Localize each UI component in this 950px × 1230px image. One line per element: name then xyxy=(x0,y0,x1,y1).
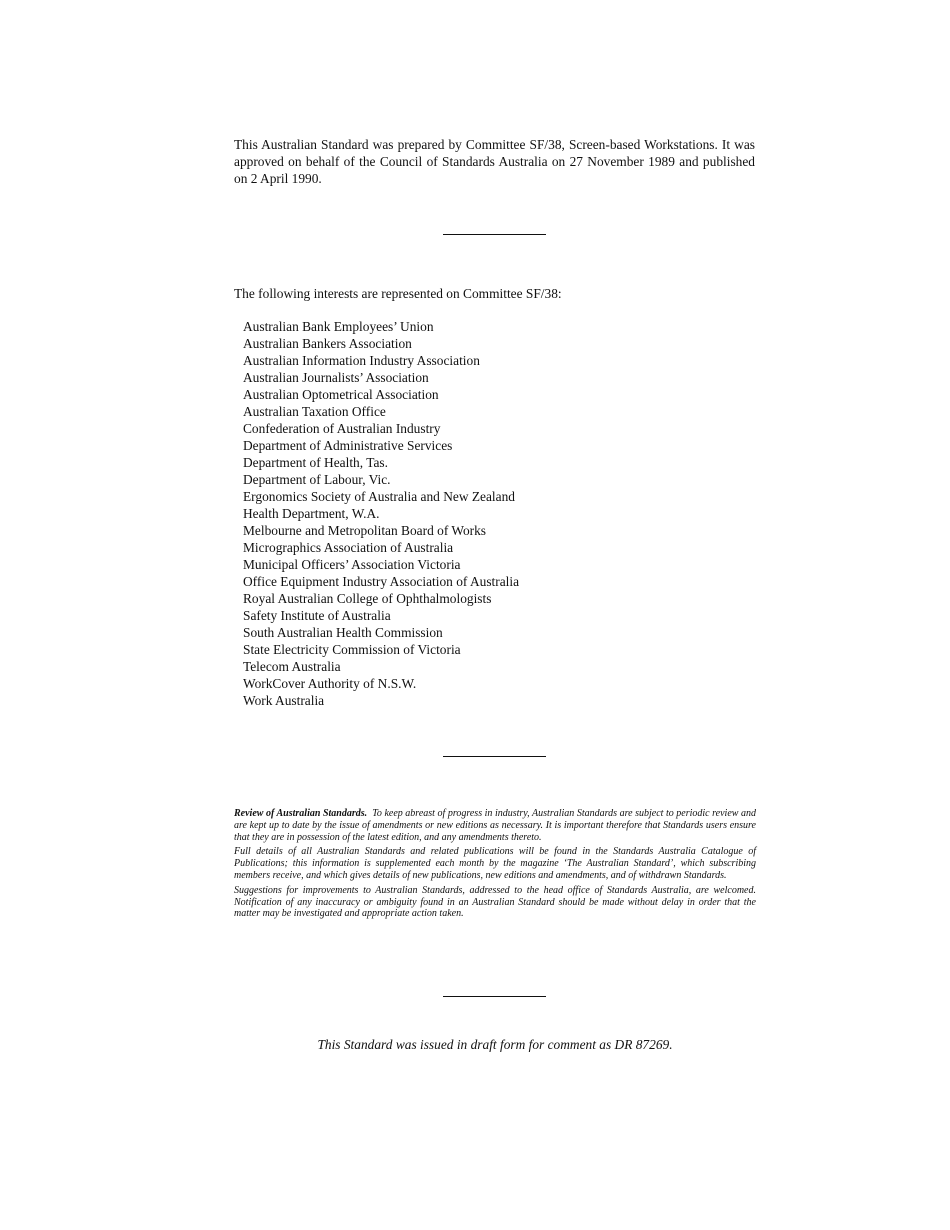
list-item: Health Department, W.A. xyxy=(243,506,380,521)
review-notice xyxy=(234,808,756,923)
list-item: Safety Institute of Australia xyxy=(243,608,391,623)
committee-heading: The following interests are represented on Committee SF/38: xyxy=(234,286,562,301)
list-item: Office Equipment Industry Association of Australia xyxy=(243,574,520,589)
list-item: Melbourne and Metropolitan Board of Works xyxy=(243,523,487,538)
list-item: Telecom Australia xyxy=(243,659,341,674)
review-title: Review of Australian Standards. xyxy=(234,808,368,819)
draft-note: This Standard was issued in draft form for comment as DR 87269. xyxy=(317,1037,673,1052)
divider-rule xyxy=(443,996,546,997)
review-text: To keep abreast of progress in industry, Australian Standards are subject to periodic review and are kept up to date by the issue of amendments or new editions as necessary. It is important therefore that Standards users ensure that they are in possession of the latest edition, and any amendments thereto. xyxy=(234,808,756,843)
review-paragraph xyxy=(234,808,756,843)
list-item: Ergonomics Society of Australia and New Zealand xyxy=(243,489,515,504)
list-item: Micrographics Association of Australia xyxy=(243,540,454,555)
list-item: Australian Optometrical Association xyxy=(243,387,439,402)
divider-rule xyxy=(443,756,546,757)
list-item: Department of Labour, Vic. xyxy=(243,472,391,487)
list-item: WorkCover Authority of N.S.W. xyxy=(243,676,417,691)
list-item: Work Australia xyxy=(243,693,325,708)
suggestions-paragraph: Suggestions for improvements to Australian Standards, addressed to the head office of Standards Australia, are welcomed. Notification of any inaccuracy or ambiguity found in an Australian Standard should be made without delay in order that the matter may be investigated and appropriate action taken. xyxy=(234,884,756,920)
list-item: South Australian Health Commission xyxy=(243,625,443,640)
list-item: Confederation of Australian Industry xyxy=(243,421,441,436)
list-item: Australian Bank Employees’ Union xyxy=(243,319,434,334)
list-item: Department of Administrative Services xyxy=(243,438,453,453)
preparation-statement: This Australian Standard was prepared by Committee SF/38, Screen-based Workstations. It was approved on behalf of the Council of Standards Australia on 27 November 1989 and published on 2 April 1990. xyxy=(234,137,755,187)
list-item: Royal Australian College of Ophthalmologists xyxy=(243,591,492,606)
list-item: Australian Taxation Office xyxy=(243,404,386,419)
list-item: Municipal Officers’ Association Victoria xyxy=(243,557,461,572)
divider-rule xyxy=(443,234,546,235)
list-item: Department of Health, Tas. xyxy=(243,455,388,470)
list-item: Australian Information Industry Association xyxy=(243,353,480,368)
list-item: Australian Journalists’ Association xyxy=(243,370,429,385)
committee-member-list xyxy=(243,318,519,709)
list-item: Australian Bankers Association xyxy=(243,336,412,351)
catalogue-paragraph: Full details of all Australian Standards and related publications will be found in the Standards Australia Catalogue of Publications; this information is supplemented each month by the magazine ‘The Australian Standard’, which subscribing members receive, and which gives details of new publications, new editions and amendments, and of withdrawn Standards. xyxy=(234,846,756,881)
list-item: State Electricity Commission of Victoria xyxy=(243,642,461,657)
